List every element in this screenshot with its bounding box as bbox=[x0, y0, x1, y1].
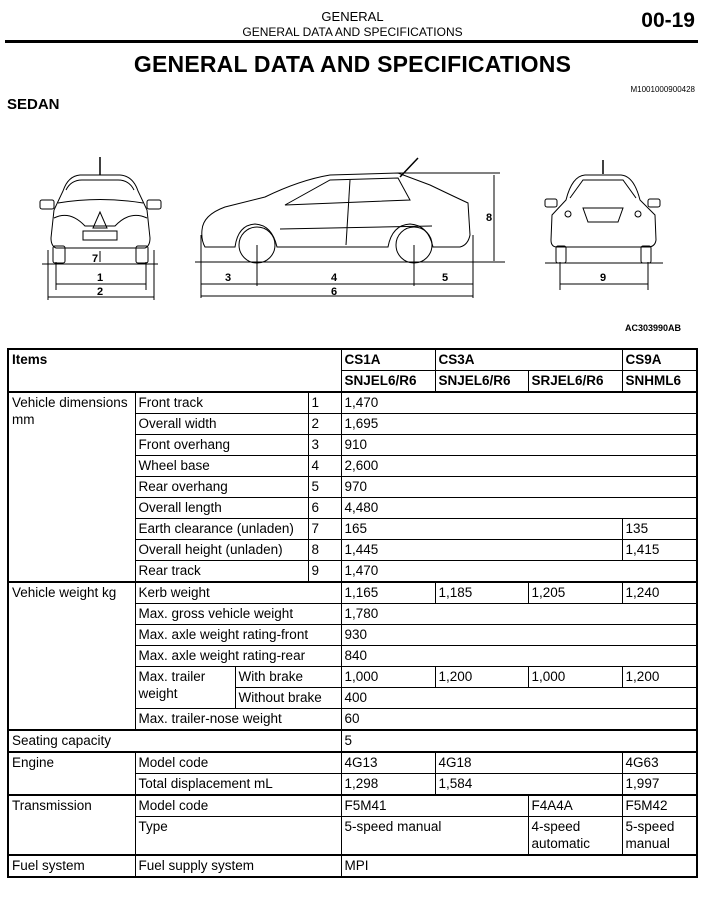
row-value-cs9a: 1,415 bbox=[622, 540, 697, 561]
row-label: Max. trailer weight bbox=[135, 667, 235, 709]
code-header-2: SNJEL6/R6 bbox=[435, 371, 528, 393]
page-title: GENERAL DATA AND SPECIFICATIONS bbox=[133, 51, 572, 77]
group-fuel-system: Fuel system bbox=[8, 855, 135, 877]
side-view-car-icon bbox=[202, 158, 470, 263]
row-value: 1,695 bbox=[341, 414, 697, 435]
specifications-table bbox=[7, 348, 698, 878]
row-value: MPI bbox=[341, 855, 697, 877]
row-num: 8 bbox=[308, 540, 341, 561]
row-label: Seating capacity bbox=[8, 730, 341, 752]
group-vehicle-dimensions: Vehicle dimensions mm bbox=[8, 392, 135, 582]
table-row bbox=[8, 582, 697, 604]
row-value: 5 bbox=[341, 730, 697, 752]
row-num: 1 bbox=[308, 392, 341, 414]
group-transmission: Transmission bbox=[8, 795, 135, 855]
code-header-3: SRJEL6/R6 bbox=[528, 371, 622, 393]
row-value: 1,000 bbox=[528, 667, 622, 688]
row-value: 1,165 bbox=[341, 582, 435, 604]
row-label: Overall length bbox=[135, 498, 308, 519]
code-header-1: SNJEL6/R6 bbox=[341, 371, 435, 393]
group-vehicle-weight: Vehicle weight kg bbox=[8, 582, 135, 730]
header-rule bbox=[5, 40, 698, 43]
row-label: Front track bbox=[135, 392, 308, 414]
row-value: 1,240 bbox=[622, 582, 697, 604]
row-value: 1,298 bbox=[341, 774, 435, 796]
dim-label-5: 5 bbox=[442, 272, 449, 284]
row-label: Max. axle weight rating-front bbox=[135, 625, 341, 646]
table-header-row-models bbox=[8, 349, 697, 371]
row-label: Model code bbox=[135, 752, 341, 774]
row-value: 910 bbox=[341, 435, 697, 456]
row-label: Overall height (unladen) bbox=[135, 540, 308, 561]
row-value: 165 bbox=[341, 519, 622, 540]
row-value: 1,780 bbox=[341, 604, 697, 625]
dim-label-6: 6 bbox=[331, 286, 338, 298]
row-value: 1,000 bbox=[341, 667, 435, 688]
front-view-car-icon bbox=[40, 157, 161, 263]
row-value: 970 bbox=[341, 477, 697, 498]
items-header: Items bbox=[8, 349, 341, 371]
dim-label-7: 7 bbox=[92, 253, 99, 265]
table-row bbox=[8, 752, 697, 774]
rear-view-car-icon bbox=[545, 160, 660, 263]
dim-label-9: 9 bbox=[600, 272, 607, 284]
row-value: 1,445 bbox=[341, 540, 622, 561]
row-value: 1,185 bbox=[435, 582, 528, 604]
page-number: 00-19 bbox=[641, 9, 695, 32]
model-header-cs9a: CS9A bbox=[622, 349, 697, 371]
row-label: Max. axle weight rating-rear bbox=[135, 646, 341, 667]
row-value: F5M42 bbox=[622, 795, 697, 817]
row-label: Overall width bbox=[135, 414, 308, 435]
row-sublabel: With brake bbox=[235, 667, 341, 688]
row-label: Model code bbox=[135, 795, 341, 817]
row-num: 3 bbox=[308, 435, 341, 456]
row-label: Type bbox=[135, 817, 341, 856]
dim-label-1: 1 bbox=[97, 272, 104, 284]
row-value: 5-speed manual bbox=[341, 817, 528, 856]
row-sublabel: Without brake bbox=[235, 688, 341, 709]
model-header-cs1a: CS1A bbox=[341, 349, 435, 371]
row-value: 1,205 bbox=[528, 582, 622, 604]
dim-label-2: 2 bbox=[97, 286, 104, 298]
row-value: 4G18 bbox=[435, 752, 622, 774]
row-label: Wheel base bbox=[135, 456, 308, 477]
row-value: 4,480 bbox=[341, 498, 697, 519]
vehicle-dimension-diagram bbox=[0, 140, 705, 310]
row-num: 6 bbox=[308, 498, 341, 519]
dim-label-3: 3 bbox=[225, 272, 232, 284]
row-num: 7 bbox=[308, 519, 341, 540]
table-row bbox=[8, 795, 697, 817]
table-row bbox=[8, 855, 697, 877]
row-value: F5M41 bbox=[341, 795, 528, 817]
row-value: 4-speed automatic bbox=[528, 817, 622, 856]
row-label: Rear track bbox=[135, 561, 308, 583]
row-label: Max. trailer-nose weight bbox=[135, 709, 341, 731]
table-row bbox=[8, 392, 697, 414]
row-label: Fuel supply system bbox=[135, 855, 341, 877]
row-label: Max. gross vehicle weight bbox=[135, 604, 341, 625]
row-num: 5 bbox=[308, 477, 341, 498]
group-engine: Engine bbox=[8, 752, 135, 795]
dim-label-4: 4 bbox=[331, 272, 338, 284]
row-value: F4A4A bbox=[528, 795, 622, 817]
row-value: 930 bbox=[341, 625, 697, 646]
row-num: 4 bbox=[308, 456, 341, 477]
row-value: 1,200 bbox=[622, 667, 697, 688]
model-header-cs3a: CS3A bbox=[435, 349, 622, 371]
row-value: 60 bbox=[341, 709, 697, 731]
row-label: Total displacement mL bbox=[135, 774, 341, 796]
code-header-4: SNHML6 bbox=[622, 371, 697, 393]
row-value: 4G63 bbox=[622, 752, 697, 774]
items-header-spacer bbox=[8, 371, 341, 393]
row-label: Kerb weight bbox=[135, 582, 341, 604]
row-label: Earth clearance (unladen) bbox=[135, 519, 308, 540]
table-header-row-codes bbox=[8, 371, 697, 393]
row-value: 1,584 bbox=[435, 774, 622, 796]
row-value: 840 bbox=[341, 646, 697, 667]
row-value-cs9a: 135 bbox=[622, 519, 697, 540]
row-value: 1,997 bbox=[622, 774, 697, 796]
row-label: Rear overhang bbox=[135, 477, 308, 498]
row-value: 2,600 bbox=[341, 456, 697, 477]
row-value: 5-speed manual bbox=[622, 817, 697, 856]
header-subsection: GENERAL DATA AND SPECIFICATIONS bbox=[242, 25, 463, 39]
row-value: 1,200 bbox=[435, 667, 528, 688]
dim-label-8: 8 bbox=[486, 212, 493, 224]
row-value: 400 bbox=[341, 688, 697, 709]
row-value: 1,470 bbox=[341, 392, 697, 414]
row-value: 4G13 bbox=[341, 752, 435, 774]
figure-id: AC303990AB bbox=[624, 323, 681, 333]
row-label: Front overhang bbox=[135, 435, 308, 456]
section-label: SEDAN bbox=[7, 96, 60, 113]
table-row bbox=[8, 730, 697, 752]
row-num: 2 bbox=[308, 414, 341, 435]
row-num: 9 bbox=[308, 561, 341, 583]
document-id: M1001000900428 bbox=[630, 85, 695, 94]
header-section: GENERAL bbox=[321, 9, 384, 24]
row-value: 1,470 bbox=[341, 561, 697, 583]
